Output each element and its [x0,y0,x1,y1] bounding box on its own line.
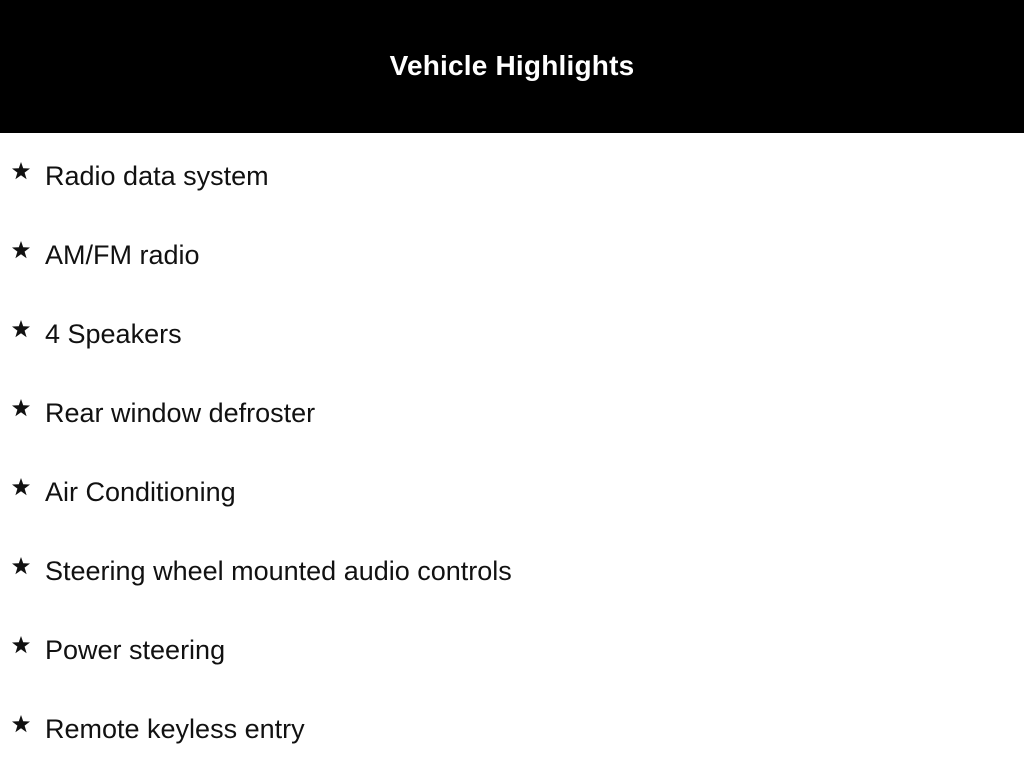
list-item-label: Radio data system [45,161,269,191]
header-bar [0,0,1024,133]
list-item-label: Steering wheel mounted audio controls [45,556,512,586]
list-item-label: Remote keyless entry [45,714,305,744]
star-icon [11,161,31,181]
list-item [0,232,1024,272]
page-title: Vehicle Highlights [389,49,635,81]
star-icon [11,635,31,655]
list-item [0,548,1024,588]
star-icon [11,714,31,734]
star-icon [11,240,31,260]
list-item-label: 4 Speakers [45,319,182,349]
star-icon [11,398,31,418]
list-item [0,627,1024,667]
list-item [0,706,1024,746]
star-icon [11,556,31,576]
list-item [0,153,1024,193]
list-item [0,390,1024,430]
star-icon [11,477,31,497]
list-item-label: Rear window defroster [45,398,316,428]
list-item [0,469,1024,509]
star-icon [11,319,31,339]
list-item-label: Power steering [45,635,226,665]
list-item-label: Air Conditioning [45,477,236,507]
list-item [0,311,1024,351]
list-item-label: AM/FM radio [45,240,200,270]
